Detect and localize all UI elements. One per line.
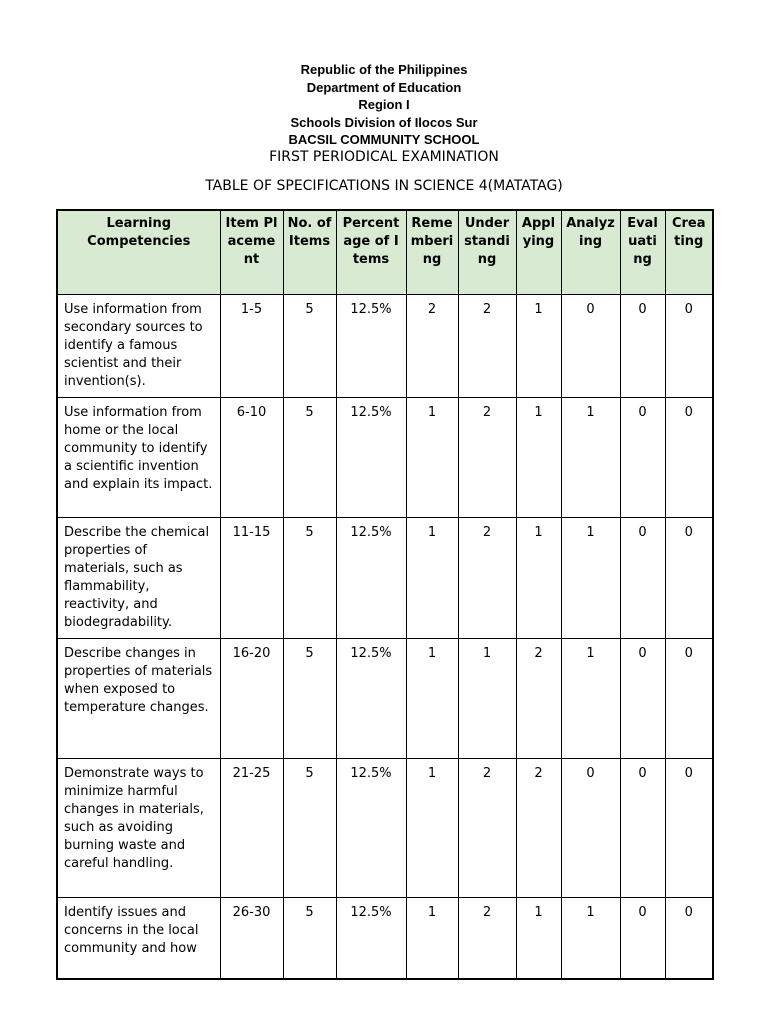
items-cell: 5 bbox=[283, 294, 336, 397]
header-remembering: Remembering bbox=[406, 210, 458, 294]
creating-cell: 0 bbox=[665, 638, 713, 758]
applying-cell: 1 bbox=[516, 897, 561, 979]
header-applying: Applying bbox=[516, 210, 561, 294]
table-row bbox=[57, 758, 713, 897]
placement-cell: 1-5 bbox=[220, 294, 283, 397]
header-learning-competencies: Learning Competencies bbox=[57, 210, 220, 294]
republic-line: Republic of the Philippines bbox=[300, 62, 468, 77]
placement-cell: 16-20 bbox=[220, 638, 283, 758]
table-row bbox=[57, 638, 713, 758]
header-item-placement: Item Placement bbox=[220, 210, 283, 294]
applying-cell: 1 bbox=[516, 294, 561, 397]
percentage-cell: 12.5% bbox=[336, 897, 406, 979]
percentage-cell: 12.5% bbox=[336, 758, 406, 897]
applying-cell: 2 bbox=[516, 638, 561, 758]
header-percentage: Percentage of Items bbox=[336, 210, 406, 294]
analyzing-cell: 1 bbox=[561, 897, 620, 979]
table-row bbox=[57, 397, 713, 517]
evaluating-cell: 0 bbox=[620, 758, 665, 897]
division-line: Schools Division of Ilocos Sur bbox=[290, 115, 478, 130]
remembering-cell: 1 bbox=[406, 758, 458, 897]
table-row bbox=[57, 897, 713, 979]
placement-cell: 21-25 bbox=[220, 758, 283, 897]
table-row bbox=[57, 294, 713, 397]
table-header-row bbox=[57, 210, 713, 294]
analyzing-cell: 0 bbox=[561, 758, 620, 897]
items-cell: 5 bbox=[283, 397, 336, 517]
placement-cell: 6-10 bbox=[220, 397, 283, 517]
percentage-cell: 12.5% bbox=[336, 517, 406, 638]
evaluating-cell: 0 bbox=[620, 897, 665, 979]
school-line: BACSIL COMMUNITY SCHOOL bbox=[288, 132, 480, 147]
percentage-cell: 12.5% bbox=[336, 294, 406, 397]
remembering-cell: 1 bbox=[406, 638, 458, 758]
placement-cell: 26-30 bbox=[220, 897, 283, 979]
applying-cell: 1 bbox=[516, 397, 561, 517]
understanding-cell: 2 bbox=[458, 294, 516, 397]
items-cell: 5 bbox=[283, 517, 336, 638]
competency-cell: Identify issues and concerns in the local community and how bbox=[57, 897, 220, 979]
applying-cell: 1 bbox=[516, 517, 561, 638]
department-line: Department of Education bbox=[306, 80, 462, 95]
analyzing-cell: 1 bbox=[561, 517, 620, 638]
creating-cell: 0 bbox=[665, 397, 713, 517]
header-analyzing: Analyzing bbox=[561, 210, 620, 294]
evaluating-cell: 0 bbox=[620, 294, 665, 397]
items-cell: 5 bbox=[283, 758, 336, 897]
remembering-cell: 1 bbox=[406, 397, 458, 517]
remembering-cell: 1 bbox=[406, 517, 458, 638]
competency-cell: Demonstrate ways to minimize harmful changes in materials, such as avoiding burning waste and careful handling. bbox=[57, 758, 220, 897]
creating-cell: 0 bbox=[665, 517, 713, 638]
placement-cell: 11-15 bbox=[220, 517, 283, 638]
creating-cell: 0 bbox=[665, 758, 713, 897]
competency-cell: Use information from secondary sources to identify a famous scientist and their invention(s). bbox=[57, 294, 220, 397]
specifications-table bbox=[56, 209, 714, 980]
items-cell: 5 bbox=[283, 897, 336, 979]
items-cell: 5 bbox=[283, 638, 336, 758]
evaluating-cell: 0 bbox=[620, 397, 665, 517]
remembering-cell: 1 bbox=[406, 897, 458, 979]
understanding-cell: 2 bbox=[458, 397, 516, 517]
understanding-cell: 2 bbox=[458, 758, 516, 897]
creating-cell: 0 bbox=[665, 897, 713, 979]
table-title: TABLE OF SPECIFICATIONS IN SCIENCE 4(MATATAG) bbox=[205, 178, 563, 194]
percentage-cell: 12.5% bbox=[336, 638, 406, 758]
competency-cell: Describe changes in properties of materials when exposed to temperature changes. bbox=[57, 638, 220, 758]
header-understanding: Understanding bbox=[458, 210, 516, 294]
analyzing-cell: 1 bbox=[561, 638, 620, 758]
competency-cell: Describe the chemical properties of materials, such as flammability, reactivity, and biodegradability. bbox=[57, 517, 220, 638]
evaluating-cell: 0 bbox=[620, 638, 665, 758]
header-evaluating: Evaluating bbox=[620, 210, 665, 294]
header-no-of-items: No. of Items bbox=[283, 210, 336, 294]
creating-cell: 0 bbox=[665, 294, 713, 397]
understanding-cell: 2 bbox=[458, 897, 516, 979]
analyzing-cell: 0 bbox=[561, 294, 620, 397]
percentage-cell: 12.5% bbox=[336, 397, 406, 517]
evaluating-cell: 0 bbox=[620, 517, 665, 638]
header-creating: Creating bbox=[665, 210, 713, 294]
analyzing-cell: 1 bbox=[561, 397, 620, 517]
remembering-cell: 2 bbox=[406, 294, 458, 397]
competency-cell: Use information from home or the local community to identify a scientific invention and explain its impact. bbox=[57, 397, 220, 517]
region-line: Region I bbox=[358, 97, 410, 112]
table-row bbox=[57, 517, 713, 638]
understanding-cell: 2 bbox=[458, 517, 516, 638]
exam-title: FIRST PERIODICAL EXAMINATION bbox=[269, 149, 499, 165]
applying-cell: 2 bbox=[516, 758, 561, 897]
understanding-cell: 1 bbox=[458, 638, 516, 758]
